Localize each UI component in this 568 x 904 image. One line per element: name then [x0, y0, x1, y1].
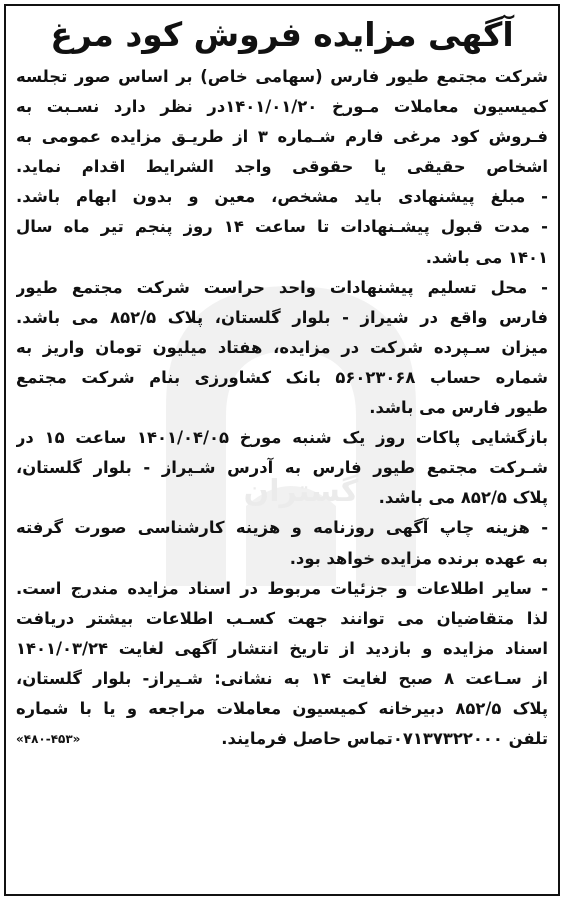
notice-line: کمیسیون معاملات مـورخ ۱۴۰۱/۰۱/۲۰در نظر دارد نسـبت به: [16, 97, 548, 117]
notice-line: شـرکت مجتمع طیور فارس به آدرس شـیراز - بلوار گلستان،: [16, 458, 548, 478]
notice-line: اشخاص حقیقی یا حقوقی واجد الشرایط اقدام نماید.: [16, 157, 548, 177]
notice-line: طیور فارس می باشد.: [369, 398, 548, 418]
notice-line: تلفن ۰۷۱۳۷۳۲۲۰۰۰تماس حاصل فرمایند.: [221, 729, 548, 749]
notice-line: اسناد مزایده و بازدید از تاریخ انتشار آگهی لغایت ۱۴۰۱/۰۳/۲۴: [16, 638, 548, 658]
notice-line: شرکت مجتمع طیور فارس (سهامی خاص) بر اساس صور تجلسه: [16, 67, 548, 86]
notice-title: آگهی مزایده فروش کود مرغ: [50, 15, 514, 54]
notice-line: از سـاعت ۸ صبح لغایت ۱۴ به نشانی: شـیراز- بلوار گلستان،: [16, 668, 548, 688]
notice-line: - مبلغ پیشنهادی باید مشخص، معین و بدون ابهام باشد.: [16, 187, 548, 207]
notice-body: [6, 62, 558, 754]
notice-line: فارس واقع در شیراز - بلوار گلستان، پلاک ۸۵۲/۵ می باشد.: [16, 307, 548, 327]
notice-frame: [4, 4, 560, 896]
notice-line: - هزینه چاپ آگهی روزنامه و هزینه کارشناسی صورت گرفته: [16, 518, 548, 538]
reference-code: «۴۸۰-۴۵۳»: [16, 732, 81, 747]
notice-line: فـروش کود مرغی فارم شـماره ۳ از طریـق مزایده عمومی به: [16, 127, 548, 147]
watermark-text: گستران: [243, 474, 359, 509]
notice-line: شماره حساب ۵۶۰۲۳۰۶۸ بانک کشاورزی بنام شرکت مجتمع: [16, 367, 548, 387]
notice-line: بازگشایی پاکات روز یک شنبه مورخ ۱۴۰۱/۰۴/۰۵ ساعت ۱۵ در: [16, 428, 548, 448]
notice-footer-row: [16, 724, 548, 754]
notice-line: - مدت قبول پیشـنهادات تا ساعت ۱۴ روز پنجم تیر ماه سال: [16, 217, 548, 237]
notice-line: به عهده برنده مزایده خواهد بود.: [289, 548, 548, 568]
notice-line: - محل تسلیم پیشنهادات واحد حراست شرکت مجتمع طیور: [16, 277, 548, 297]
notice-line: میزان سـپرده شرکت در مزایده، هفتاد میلیون تومان واریز به: [16, 337, 548, 357]
notice-line: پلاک ۸۵۲/۵ دبیرخانه کمیسیون معاملات مراجعه و یا با شماره: [16, 698, 548, 718]
notice-line: ۱۴۰۱ می باشد.: [425, 247, 548, 267]
notice-line: پلاک ۸۵۲/۵ می باشد.: [378, 488, 548, 508]
notice-line: - سایر اطلاعات و جزئیات مربوط در اسناد مزایده مندرج است.: [16, 578, 548, 598]
notice-line: لذا متقاضیان می توانند جهت کسـب اطلاعات بیشتر دریافت: [16, 608, 548, 628]
